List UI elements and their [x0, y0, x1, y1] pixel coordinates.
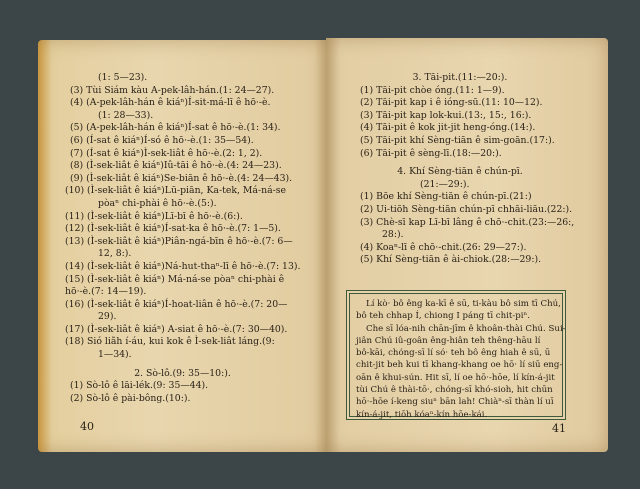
section-heading: 2. Sò-lô.(9: 35—10:).	[134, 367, 231, 379]
text-line: (5) (A-pek-lâh-hán ê kiáⁿ)Í-sat ê hō·-è.(1: 34).	[70, 122, 281, 134]
note-line: Che sī lóa-nih chān-jīm ê khoân-thài Chú. Sui-	[366, 323, 566, 334]
text-line: (3) Chè-sī kap Lī-bī lâng ê chō·-chit.(23:—26:,	[360, 216, 575, 228]
text-line: (1: 5—23).	[98, 72, 148, 83]
text-line: (16) (Ì-sek-liât ê kiáⁿ)Í-hoat-liân ê hō·-è.(7: 20—	[65, 298, 288, 310]
note-line: bô teh chhap Í, chiong I páng tī chit-piⁿ.	[356, 311, 530, 322]
text-line: (1: 28—33).	[98, 109, 154, 121]
text-line: (9) (Ì-sek-liât ê kiáⁿ)Se-biān ê hō·-è.(4: 24—43).	[70, 172, 293, 184]
text-line: (5) Khí Sèng-tiān ê ài-chiok.(28:—29:).	[360, 254, 542, 266]
text-line: 1—34).	[98, 349, 132, 361]
note-line: kín-á-jit, tiōh kóaⁿ-kín hōe-kái.	[356, 409, 488, 420]
note-box-text	[356, 298, 566, 421]
text-line: (1) Tāi-pit chòe óng.(11: 1—9).	[360, 84, 505, 96]
text-line: (13) (Ì-sek-liât ê kiáⁿ)Piân-ngá-bīn ê hō·-è.(7: 6—	[65, 235, 293, 247]
note-line: tùi Chú ê thài-tō·, chóng-sī khó-sioh, hit chūn	[356, 385, 553, 396]
text-line: (4) Koaⁿ-lī ê chō·-chit.(26: 29—27:).	[360, 241, 527, 253]
text-line: pòaⁿ chi-phài ê hō·-è.(5:).	[98, 197, 217, 209]
text-line: (5) Tāi-pit khí Sèng-tiān ê sim-goān.(17:).	[360, 134, 555, 146]
text-line: (3) Tāi-pit kap lok-kui.(13:, 15:, 16:).	[360, 109, 532, 121]
note-line: chit-jit beh kui tī khang-khang oe hō· lí siū eng-	[356, 360, 563, 371]
text-line: (14) (Ì-sek-liât ê kiáⁿ)Ná-hut-thaⁿ-lī ê hō·-è.(7: 13).	[65, 260, 301, 272]
left-page-text	[65, 72, 301, 405]
section-heading: 3. Tāi-pit.(11:—20:).	[412, 72, 508, 83]
text-line: (6) Tāi-pit ê sèng-lī.(18:—20:).	[360, 147, 502, 159]
note-line: oān ê khui-sún. Hit sī, lí oe hō·-hōe, lí kín-á-jit	[356, 372, 555, 383]
text-line: (2) Sò-lô ê pài-bông.(10:).	[70, 392, 191, 404]
text-line: (15) (Ì-sek-liât ê kiáⁿ) Má-ná-se pòaⁿ chi-phài ê hō·-è.(7: 14—19).	[65, 273, 285, 298]
right-page-text	[360, 72, 574, 267]
text-line: 28:).	[382, 229, 404, 241]
text-line: (21:—29:).	[420, 178, 470, 190]
section-heading: 4. Khí Sèng-tiān ê chún-pī.	[397, 166, 523, 178]
text-line: (2) Tāi-pit kap i ê ióng-sū.(11: 10—12).	[360, 97, 543, 109]
note-line: Lí kò· bô êng ka-kī ê sū, ti-kàu bô sim tī Chú,	[366, 299, 561, 309]
text-line: (4) Tāi-pit ê kok jit-jit heng-óng.(14:).	[360, 122, 536, 134]
text-line: (1) Bōe khí Sèng-tiān ê chún-pī.(21:)	[360, 191, 532, 203]
text-line: (18) Sió liãh í-áu, kui kok ê Ì-sek-liât láng.(9:	[65, 336, 275, 348]
text-line: 29).	[98, 311, 117, 323]
text-line: (2) Ui-tiōh Sèng-tiān chún-pī chhāi-liāu.(22:).	[360, 203, 573, 215]
text-line: (17) (Ì-sek-liât ê kiáⁿ) A-siat ê hō·-è.(7: 30—40).	[65, 323, 288, 335]
page-number-right: 41	[552, 422, 566, 435]
note-line: bô-kāi, chóng-sī lí só· teh bô êng hiah ê sū, ū	[356, 348, 551, 359]
text-line: (3) Tùi Siám kàu A-pek-lâh-hán.(1: 24—27).	[70, 84, 275, 96]
text-line: (4) (A-pek-lâh-hán ê kiáⁿ)Í-sit-má-lī ê hō·-è.	[70, 97, 271, 109]
text-line: (11) (Ì-sek-liât ê kiáⁿ)Lī-bī ê hō·-è.(6:).	[65, 210, 243, 222]
text-line: (8) (Ì-sek-liât ê kiáⁿ)Iû-tāi ê hō·-è.(4: 24—23).	[70, 160, 282, 172]
page-number-left: 40	[80, 420, 94, 433]
note-line: hō·-hōe í-keng siuⁿ bān lah! Chiàⁿ-sī thàn lí uī	[356, 397, 554, 408]
text-line: (12) (Ì-sek-liât ê kiáⁿ)Í-sat-ka ê hō·-è.(7: 1—5).	[65, 223, 281, 235]
text-line: (7) (Í-sat ê kiáⁿ)Ì-sek-liât ê hō·-è.(2: 1, 2).	[70, 147, 263, 159]
text-line: (10) (Ì-sek-liât ê kiáⁿ)Lū-piān, Ka-tek, Má-ná-se	[65, 185, 287, 197]
text-line: 12, 8:).	[98, 248, 132, 260]
text-line: (1) Sò-lô ê lāi-lék.(9: 35—44).	[70, 380, 209, 392]
note-line: jiân Chú iû-goân êng-hiân teh thêng-hāu lí	[356, 335, 541, 346]
text-line: (6) (Í-sat ê kiáⁿ)Í-só ê hō·-è.(1: 35—54).	[70, 134, 254, 146]
